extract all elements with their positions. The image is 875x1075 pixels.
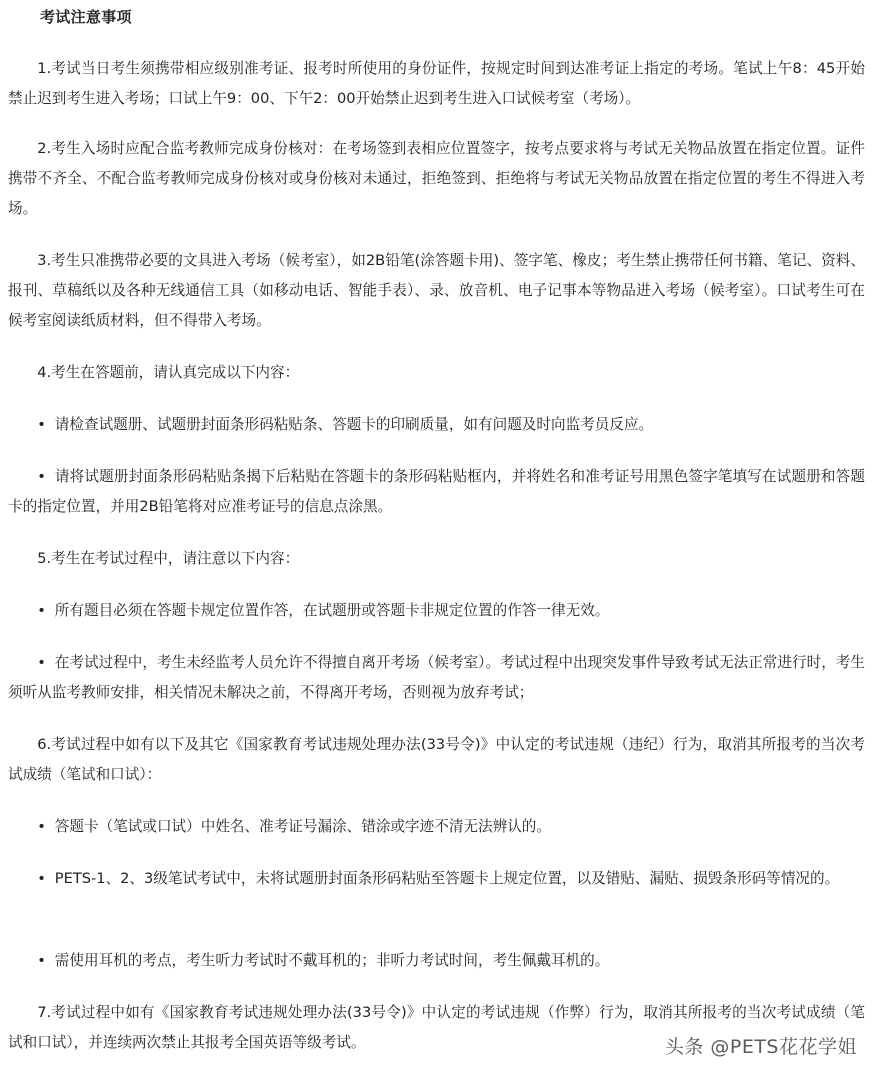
list-item	[8, 812, 865, 842]
list-item-text: 需使用耳机的考点，考生听力考试时不戴耳机的；非听力考试时间，考生佩戴耳机的。	[54, 952, 610, 969]
bullet-icon: •	[37, 870, 46, 887]
bullet-icon: •	[37, 952, 46, 969]
list-item-text: 请检查试题册、试题册封面条形码粘贴条、答题卡的印刷质量，如有问题及时向监考员反应。	[54, 416, 654, 433]
list-item-text: 在考试过程中，考生未经监考人员允许不得擅自离开考场（候考室）。考试过程中出现突发事件导致考试无法正常进行时，考生须听从监考教师安排，相关情况未解决之前，不得离开考场，否则视为放弃考试；	[8, 654, 865, 701]
paragraph-2: 2.考生入场时应配合监考教师完成身份核对：在考场签到表相应位置签字，按考点要求将与考试无关物品放置在指定位置。证件携带不齐全、不配合监考教师完成身份核对或身份核对未通过，拒绝签到、拒绝将与考试无关物品放置在指定位置的考生不得进入考场。	[8, 140, 865, 217]
paragraph-3: 3.考生只准携带必要的文具进入考场（候考室），如2B铅笔(涂答题卡用)、签字笔、橡皮；考生禁止携带任何书籍、笔记、资料、报刊、草稿纸以及各种无线通信工具（如移动电话、智能手表）、录、放音机、电子记事本等物品进入考场（候考室）。口试考生可在候考室阅读纸质材料，但不得带入考场。	[8, 252, 865, 329]
paragraph-7: 7.考试过程中如有《国家教育考试违规处理办法(33号令)》中认定的考试违规（作弊）行为，取消其所报考的当次考试成绩（笔试和口试），并连续两次禁止其报考全国英语等级考试。	[8, 1004, 865, 1051]
list-item	[8, 596, 865, 626]
paragraph-1: 1.考试当日考生须携带相应级别准考证、报考时所使用的身份证件，按规定时间到达准考证上指定的考场。笔试上午8：45开始禁止迟到考生进入考场；口试上午9：00、下午2：00开始禁止迟到考生进入口试候考室（考场）。	[8, 60, 865, 107]
list-item-text: 请将试题册封面条形码粘贴条揭下后粘贴在答题卡的条形码粘贴框内，并将姓名和准考证号用黑色签字笔填写在试题册和答题卡的指定位置，并用2B铅笔将对应准考证号的信息点涂黑。	[8, 468, 865, 515]
paragraph-4: 4.考生在答题前，请认真完成以下内容：	[37, 364, 300, 381]
bullet-icon: •	[37, 416, 46, 433]
page-title: 考试注意事项	[40, 8, 132, 26]
paragraph-5: 5.考生在考试过程中，请注意以下内容：	[37, 550, 300, 567]
watermark: 头条 @PETS花花学姐	[664, 1036, 857, 1058]
list-item	[8, 648, 865, 708]
list-item-text: 答题卡（笔试或口试）中姓名、准考证号漏涂、错涂或字迹不清无法辨认的。	[54, 818, 551, 835]
bullet-icon: •	[37, 602, 46, 619]
list-item-text: PETS-1、2、3级笔试考试中，未将试题册封面条形码粘贴至答题卡上规定位置，以及错贴、漏贴、损毁条形码等情况的。	[54, 870, 840, 887]
list-item	[8, 410, 865, 440]
bullet-icon: •	[37, 654, 46, 671]
bullet-icon: •	[37, 818, 46, 835]
list-item	[8, 864, 865, 894]
list-item	[8, 946, 865, 976]
list-item	[8, 462, 865, 522]
bullet-icon: •	[37, 468, 46, 485]
paragraph-6: 6.考试过程中如有以下及其它《国家教育考试违规处理办法(33号令)》中认定的考试违规（违纪）行为，取消其所报考的当次考试成绩（笔试和口试）：	[8, 736, 865, 783]
list-item-text: 所有题目必须在答题卡规定位置作答，在试题册或答题卡非规定位置的作答一律无效。	[54, 602, 610, 619]
